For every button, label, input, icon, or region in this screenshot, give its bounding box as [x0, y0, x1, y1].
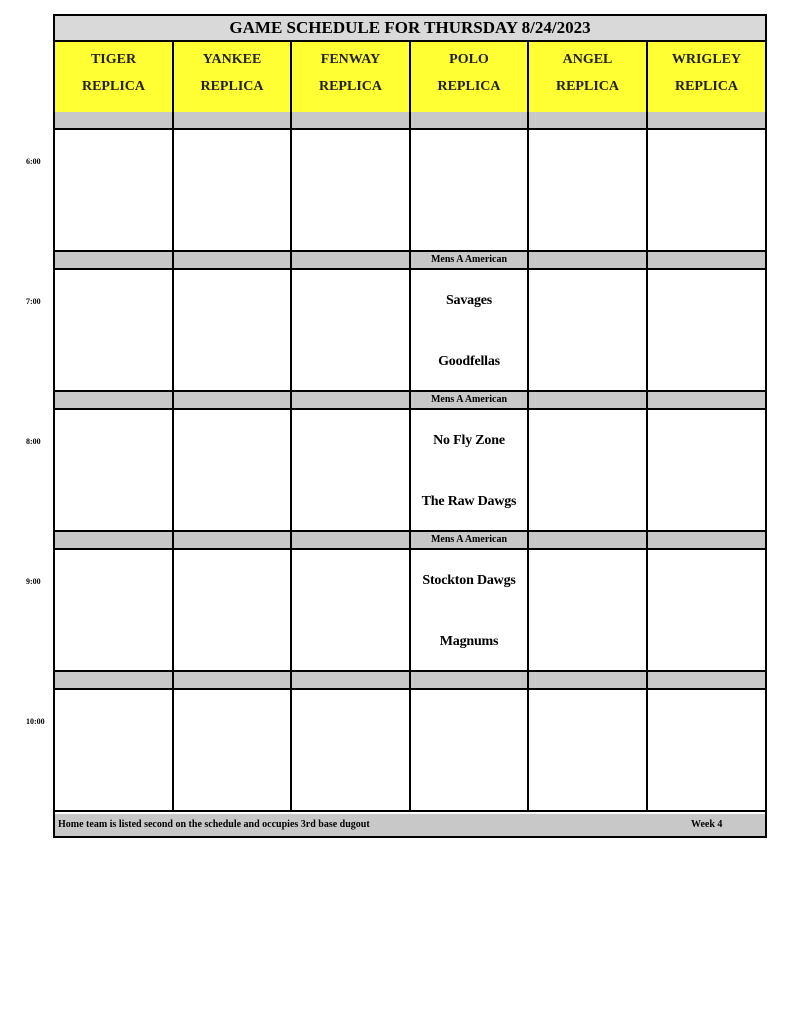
- game-cell: [55, 270, 174, 392]
- game-cell: [292, 130, 411, 252]
- venue-name: WRIGLEY: [671, 52, 742, 67]
- game-cell: [55, 410, 174, 532]
- game-cell: [529, 550, 648, 672]
- game-cell: [174, 130, 292, 252]
- game-cell: [292, 410, 411, 532]
- game-cell-polo-9: [411, 550, 529, 672]
- division-band: [174, 392, 292, 410]
- game-schedule-table: [53, 14, 767, 838]
- week-label: Week 4: [691, 819, 723, 830]
- game-cell-polo-8: [411, 410, 529, 532]
- division-band: [292, 532, 411, 550]
- venue-type: REPLICA: [437, 79, 501, 94]
- time-label-6: 6:00: [26, 157, 41, 166]
- game-cell: [529, 410, 648, 532]
- home-team-note: Home team is listed second on the schedule and occupies 3rd base dugout: [58, 819, 370, 830]
- venue-name: ANGEL: [562, 52, 613, 67]
- division-band: [648, 532, 765, 550]
- home-team: Goodfellas: [438, 354, 500, 369]
- venue-type: REPLICA: [81, 79, 145, 94]
- game-cell: [529, 270, 648, 392]
- home-team: The Raw Dawgs: [421, 494, 517, 509]
- game-cell: [648, 130, 765, 252]
- division-band: [55, 252, 174, 270]
- game-cell: [529, 690, 648, 812]
- schedule-title: GAME SCHEDULE FOR THURSDAY 8/24/2023: [55, 16, 765, 42]
- division-band: [55, 532, 174, 550]
- game-cell: [648, 410, 765, 532]
- game-cell: [411, 130, 529, 252]
- away-team: Stockton Dawgs: [422, 573, 516, 588]
- game-cell: [292, 690, 411, 812]
- division-band: [529, 252, 648, 270]
- game-cell: [292, 270, 411, 392]
- away-team: Savages: [445, 293, 493, 308]
- venue-type: REPLICA: [555, 79, 619, 94]
- game-cell: [174, 550, 292, 672]
- venue-name: YANKEE: [202, 52, 262, 67]
- game-cell: [648, 270, 765, 392]
- schedule-footer: [55, 814, 765, 836]
- division-band: [648, 252, 765, 270]
- division-label-polo-7: Mens A American: [411, 252, 529, 270]
- division-band: [648, 112, 765, 130]
- game-cell: [292, 550, 411, 672]
- division-band: [174, 112, 292, 130]
- game-cell: [648, 690, 765, 812]
- home-team: Magnums: [439, 634, 499, 649]
- game-cell: [529, 130, 648, 252]
- game-cell: [174, 410, 292, 532]
- division-band: [529, 112, 648, 130]
- venue-type: REPLICA: [318, 79, 382, 94]
- game-cell: [174, 270, 292, 392]
- division-band: [292, 672, 411, 690]
- division-band: [55, 112, 174, 130]
- division-band: [529, 392, 648, 410]
- game-cell: [55, 550, 174, 672]
- game-cell: [55, 690, 174, 812]
- division-band: [174, 672, 292, 690]
- division-band: [292, 392, 411, 410]
- division-label-polo-9: Mens A American: [411, 532, 529, 550]
- division-band: [648, 672, 765, 690]
- division-band: [292, 252, 411, 270]
- time-label-9: 9:00: [26, 577, 41, 586]
- division-band: [411, 112, 529, 130]
- division-band: [55, 392, 174, 410]
- division-band: [174, 532, 292, 550]
- time-label-8: 8:00: [26, 437, 41, 446]
- division-band: [292, 112, 411, 130]
- division-band: [529, 672, 648, 690]
- division-band: [55, 672, 174, 690]
- venue-type: REPLICA: [674, 79, 738, 94]
- venue-name: POLO: [449, 52, 489, 67]
- game-cell: [648, 550, 765, 672]
- time-label-10: 10:00: [26, 717, 45, 726]
- division-band: [411, 672, 529, 690]
- game-cell-polo-7: [411, 270, 529, 392]
- venue-name: FENWAY: [320, 52, 381, 67]
- venue-name: TIGER: [90, 52, 137, 67]
- game-cell: [411, 690, 529, 812]
- division-band: [529, 532, 648, 550]
- game-cell: [55, 130, 174, 252]
- game-cell: [174, 690, 292, 812]
- division-label-polo-8: Mens A American: [411, 392, 529, 410]
- away-team: No Fly Zone: [433, 433, 505, 448]
- division-band: [174, 252, 292, 270]
- division-band: [648, 392, 765, 410]
- time-label-7: 7:00: [26, 297, 41, 306]
- venue-type: REPLICA: [200, 79, 264, 94]
